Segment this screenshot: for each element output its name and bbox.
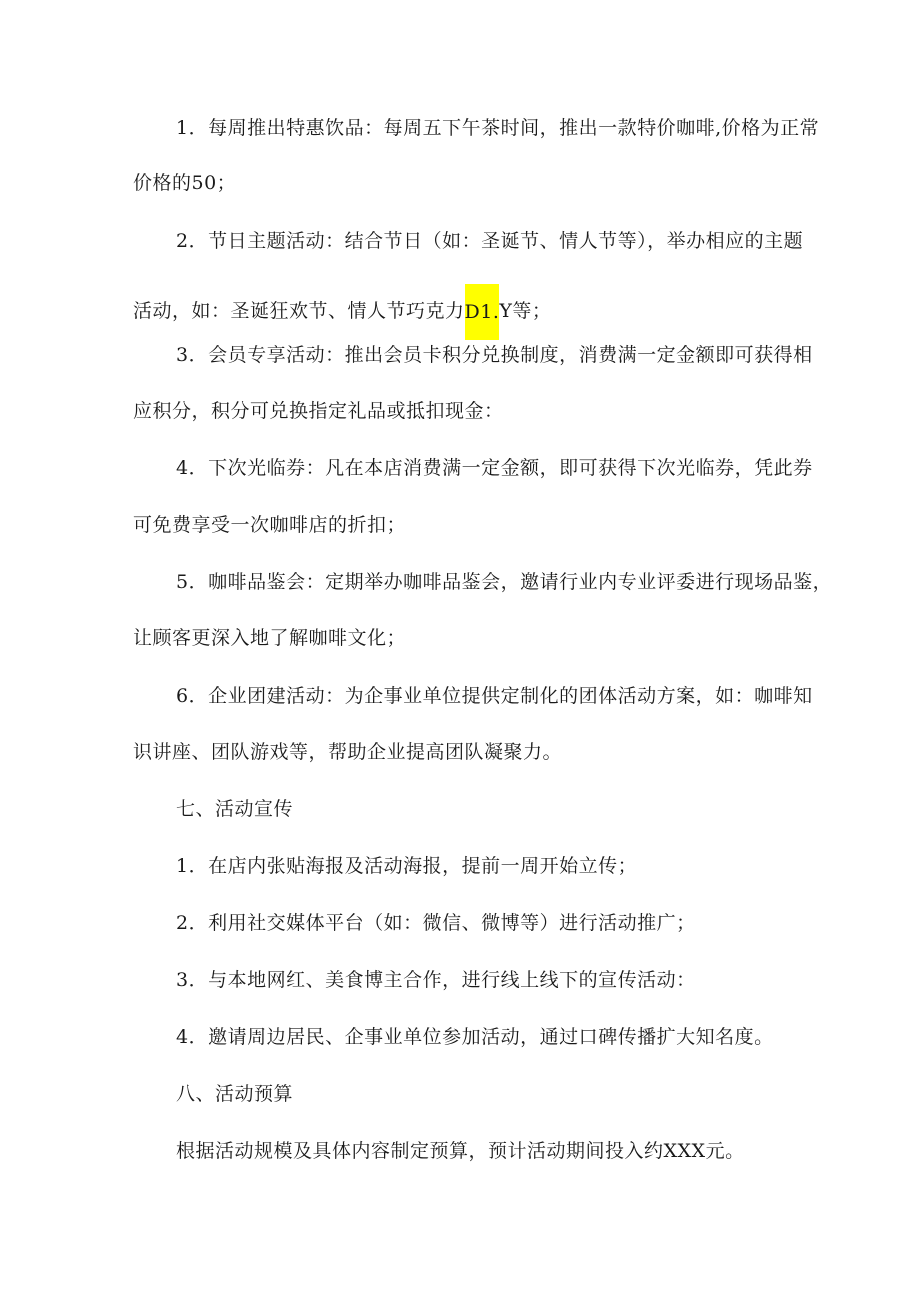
item-2-line-1: 2．节日主题活动：结合节日（如：圣诞节、情人节等），举办相应的主题: [176, 230, 804, 252]
item-6-line-2: 识讲座、团队游戏等，帮助企业提高团队凝聚力。: [133, 741, 563, 763]
item-4-line-2: 可免费享受一次咖啡店的折扣；: [133, 514, 407, 536]
section-7-item-3: 3．与本地网红、美食博主合作，进行线上线下的宣传活动：: [176, 969, 696, 991]
section-7-item-4: 4．邀请周边居民、企事业单位参加活动，通过口碑传播扩大知名度。: [176, 1026, 774, 1048]
item-1-line-1: 1．每周推出特惠饮品：每周五下午茶时间，推出一款特价咖啡,价格为正常: [176, 117, 820, 139]
section-8-heading: 八、活动预算: [176, 1083, 294, 1105]
item-5-line-1: 5．咖啡品鉴会：定期举办咖啡品鉴会，邀请行业内专业评委进行现场品鉴，: [176, 571, 833, 593]
highlighted-text: D1.: [465, 284, 500, 340]
item-2-line-2-b: Y等；: [499, 300, 552, 322]
item-2-line-2: [133, 284, 551, 340]
item-1-line-2: 价格的50；: [133, 172, 237, 194]
item-3-line-1: 3．会员专享活动：推出会员卡积分兑换制度，消费满一定金额即可获得相: [176, 344, 813, 366]
item-3-line-2: 应积分，积分可兑换指定礼品或抵扣现金：: [133, 400, 504, 422]
item-2-line-2-a: 活动，如：圣诞狂欢节、情人节巧克力: [133, 300, 465, 322]
item-4-line-1: 4．下次光临券：凡在本店消费满一定金额，即可获得下次光临券，凭此券: [176, 457, 813, 479]
item-5-line-2: 让顾客更深入地了解咖啡文化；: [133, 627, 407, 649]
section-7-item-1: 1．在店内张贴海报及活动海报，提前一周开始立传；: [176, 855, 638, 877]
section-7-item-2: 2．利用社交媒体平台（如：微信、微博等）进行活动推广；: [176, 912, 696, 934]
section-7-heading: 七、活动宣传: [176, 798, 294, 820]
section-8-text: 根据活动规模及具体内容制定预算，预计活动期间投入约XXX元。: [176, 1140, 745, 1162]
item-6-line-1: 6．企业团建活动：为企事业单位提供定制化的团体活动方案，如：咖啡知: [176, 685, 813, 707]
